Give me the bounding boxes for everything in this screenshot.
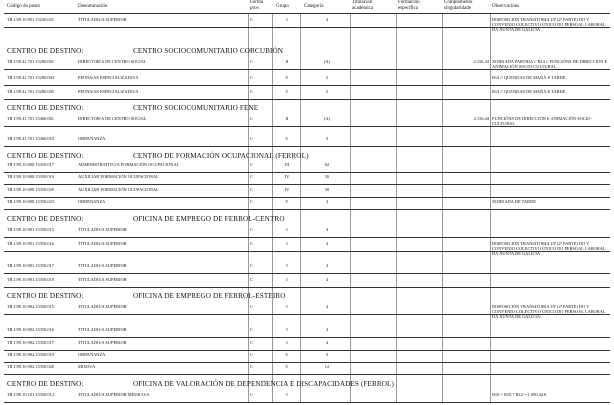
cell-grupo: V (285, 136, 289, 141)
cell-complemento: 2.156,44 (473, 116, 489, 121)
cell-denominacion: AUXILIAR FORMACIÓN OCUPACIONAL (78, 174, 159, 179)
cell-forma-prov: C (250, 136, 253, 141)
cell-observacions: B10 // B10.7 B12 = 1.090,44 €. (492, 392, 548, 397)
cell-grupo: I (286, 227, 288, 232)
column-divider (442, 14, 443, 402)
cell-denominacion: TITULADO/A SUPERIOR (78, 241, 127, 246)
cell-denominacion: TITULADO/A SUPERIOR (78, 327, 127, 332)
cell-codigo: TR.C99.10.901.15350.017 (7, 263, 54, 268)
header-titulacion: Titulación (352, 0, 373, 5)
cell-categoria: 12 (324, 364, 330, 369)
row-rule (4, 209, 610, 210)
cell-grupo: V (285, 89, 289, 94)
cell-denominacion: MOZO/A (78, 364, 96, 369)
destination-label: CENTRO DE DESTINO: (7, 380, 84, 388)
cell-forma-prov: C (250, 352, 253, 357)
destination-label: CENTRO DE DESTINO: (7, 47, 84, 55)
cell-codigo: TR.C99.10.901.15350.016 (7, 241, 54, 246)
destination-name: OFICINA DE EMPREGO DE FERROL-ESTEIRO (133, 292, 286, 300)
header-academica: académica (352, 6, 374, 11)
cell-categoria: 4 (325, 17, 329, 22)
destination-label: CENTRO DE DESTINO: (7, 152, 84, 160)
cell-observacions: XORNADA DE TARDE (492, 199, 536, 204)
cell-categoria: 4 (325, 327, 329, 332)
cell-denominacion: TITULADO/A SUPERIOR (78, 227, 127, 232)
cell-forma-prov: C (250, 392, 253, 397)
row-rule (4, 126, 610, 127)
cell-observacions: FUNCIÓNS DE DIRECCIÓN E ANIMACIÓN SOCIO-CULTURAL (492, 116, 592, 126)
header-formacion: Formación (398, 0, 420, 5)
cell-categoria: (A) (323, 59, 331, 64)
cell-codigo: TR.C99.10.902.15350.019 (7, 352, 54, 357)
cell-denominacion: TITULADO/A SUPERIOR (78, 304, 127, 309)
cell-codigo: TR.C99.41.701.15460.010 (7, 136, 54, 141)
row-rule (4, 251, 610, 252)
cell-denominacion: TITULADO/A SUPERIOR (78, 17, 127, 22)
row-rule (4, 362, 610, 363)
cell-forma-prov: C (250, 59, 253, 64)
cell-codigo: TR.C99.41.701.15280.005 (7, 89, 54, 94)
cell-codigo: TR.C99.10.901.15350.015 (7, 227, 54, 232)
cell-codigo: TR.C99.10.000.15350.020 (7, 187, 54, 192)
cell-forma-prov: C (250, 199, 253, 204)
cell-denominacion: PEONS/AS ESPECIALIZADO/A (78, 89, 139, 94)
row-rule (4, 350, 610, 351)
row-rule (4, 273, 610, 274)
cell-codigo: TR.C99.41.701.15280.004 (7, 75, 54, 80)
cell-denominacion: ORDENANZA (78, 136, 106, 141)
cell-codigo: TR.C99.10.901.15230.021 (7, 17, 54, 22)
cell-forma-prov: C (250, 75, 253, 80)
cell-codigo: TR.C99.41.701.15460.001 (7, 116, 54, 121)
cell-categoria: 2 (325, 89, 329, 94)
cell-observacions: XORNADA PARTIDA // B14 // FUNCIÓNS DE DIRECCIÓN E ANIMACIÓN SOCIO-CULTURAL (492, 59, 608, 69)
row-rule (4, 287, 610, 288)
header-complemento: Complemento (444, 0, 473, 5)
header-especifica: específica (398, 6, 418, 11)
destination-heading (7, 380, 395, 388)
header-observacions: Observacións (492, 4, 520, 9)
destination-name: OFICINA DE VALORACIÓN DE DEPENDENCIA E DISCAPACIDADES (FERROL) (133, 380, 395, 388)
cell-codigo: TR.C99.10.902.15350.016 (7, 327, 54, 332)
cell-grupo: I (286, 277, 288, 282)
cell-codigo: TR.C99.10.902.15350.015 (7, 304, 54, 309)
cell-categoria: 3 (325, 136, 329, 141)
cell-categoria: 4 (325, 241, 329, 246)
cell-denominacion: TITULADO/A SUPERIOR MÉDICO/A (78, 392, 150, 397)
row-rule (4, 374, 610, 375)
cell-denominacion: DIRECTOR/A DE CENTRO SOCIAL (78, 116, 147, 121)
row-rule (4, 146, 610, 147)
column-divider (350, 14, 351, 402)
cell-denominacion: ADMINISTRATIVO/A FORMACIÓN OCUPACIONAL (78, 162, 180, 167)
destination-name: OFICINA DE EMPREGO DE FERROL-CENTRO (133, 215, 285, 223)
cell-grupo: I (286, 392, 288, 397)
destination-heading (7, 215, 285, 223)
cell-observacions: DISPOSICIÓN TRANSITORIA 10ª (2ª PARTE) DO V CONVENIO COLECTIVO ÚNICO DO PERSOAL LABORAL DA XUNTA DE GALICIA. (492, 241, 606, 256)
cell-forma-prov: C (250, 241, 253, 246)
cell-complemento: 2.156,44 (473, 59, 489, 64)
cell-forma-prov: C (250, 304, 253, 309)
cell-forma-prov: C (250, 174, 253, 179)
row-rule (4, 337, 610, 338)
cell-forma-prov: C (250, 327, 253, 332)
destination-label: CENTRO DE DESTINO: (7, 104, 84, 112)
header-codigo: Código do posto (7, 4, 41, 9)
cell-observacions: B14 // QUENDAS DE MAÑÁ E TARDE. (492, 75, 567, 80)
cell-categoria: 30 (324, 187, 330, 192)
cell-codigo: TR.C99.10.901.15350.018 (7, 277, 54, 282)
cell-categoria: 4 (325, 227, 329, 232)
cell-forma-prov: C (250, 277, 253, 282)
cell-grupo: III (284, 162, 290, 167)
row-rule (4, 184, 610, 185)
cell-categoria: 4 (325, 277, 329, 282)
cell-grupo: I (286, 17, 288, 22)
row-rule (4, 85, 610, 86)
cell-observacions: DISPOSICIÓN TRANSITORIA 10ª (2ª PARTE) DO V CONVENIO COLECTIVO ÚNICO DO PERSOAL LABORAL DA XUNTA DE GALICIA. (492, 17, 606, 32)
cell-codigo: TR.C99.10.000.15350.023 (7, 199, 54, 204)
destination-heading (7, 104, 259, 112)
cell-categoria: 2 (325, 75, 329, 80)
destination-name: CENTRO DE FORMACIÓN OCUPACIONAL (FERROL) (133, 152, 309, 160)
cell-denominacion: ORDENANZA (78, 352, 106, 357)
destination-heading (7, 152, 309, 160)
cell-codigo: TR.C99.10.902.15350.020 (7, 364, 54, 369)
cell-denominacion: ORDENANZA (78, 199, 106, 204)
cell-forma-prov: C (250, 89, 253, 94)
cell-denominacion: PEONS/AS ESPECIALIZADO/A (78, 75, 139, 80)
header-singularidade: singularidade (444, 6, 471, 11)
header-categoria: Categoría (304, 4, 324, 9)
cell-grupo: IV (284, 174, 290, 179)
cell-denominacion: TITULADO/A SUPERIOR (78, 277, 127, 282)
header-rule (4, 13, 610, 14)
cell-categoria: 3 (325, 199, 329, 204)
table-header (0, 0, 614, 14)
cell-observacions: B14 // QUENDAS DE MAÑÁ E TARDE. (492, 89, 567, 94)
row-rule (4, 27, 610, 28)
cell-grupo: V (285, 75, 289, 80)
column-divider (396, 14, 397, 402)
destination-name: CENTRO SOCIOCOMUNITARIO CORCUBIÓN (133, 47, 284, 55)
column-divider (248, 14, 249, 402)
cell-grupo: I (286, 241, 288, 246)
row-rule (4, 69, 610, 70)
destination-label: CENTRO DE DESTINO: (7, 215, 84, 223)
destination-name: CENTRO SOCIOCOMUNITARIO FENE (133, 104, 259, 112)
cell-denominacion: TITULADO/A SUPERIOR (78, 340, 127, 345)
cell-grupo: I (286, 263, 288, 268)
cell-categoria: 4 (325, 263, 329, 268)
row-rule (4, 197, 610, 198)
row-rule (4, 314, 610, 315)
header-grupo: Grupo (276, 4, 289, 9)
cell-grupo: I (286, 327, 288, 332)
destination-label: CENTRO DE DESTINO: (7, 292, 84, 300)
cell-forma-prov: C (250, 227, 253, 232)
cell-grupo: IV (284, 187, 290, 192)
cell-codigo: TR.C99.10.000.15350.017 (7, 162, 54, 167)
column-divider (272, 14, 273, 402)
cell-forma-prov: C (250, 187, 253, 192)
cell-denominacion: DIRECTOR/A DE CENTRO SOCIAL (78, 59, 147, 64)
cell-grupo: I (286, 304, 288, 309)
cell-forma-prov: C (250, 263, 253, 268)
cell-forma-prov: C (250, 162, 253, 167)
header-forma: Forma (250, 0, 264, 5)
cell-forma-prov: C (250, 116, 253, 121)
cell-grupo: V (285, 364, 289, 369)
cell-grupo: V (285, 352, 289, 357)
cell-categoria: 62 (324, 162, 330, 167)
cell-categoria: 30 (324, 174, 330, 179)
cell-codigo: TR.C99.10.902.15350.017 (7, 340, 54, 345)
cell-categoria: 4 (325, 340, 329, 345)
cell-observacions: DISPOSICIÓN TRANSITORIA 10ª (2ª PARTE) DO V CONVENIO COLECTIVO ÚNICO DO PERSOAL LABORAL DA XUNTA DE GALICIA. (492, 304, 606, 319)
row-rule (4, 172, 610, 173)
column-divider (490, 14, 491, 402)
header-prov: prov. (250, 6, 261, 11)
header-denominacion: Denominación (78, 4, 108, 9)
cell-grupo: II (285, 59, 289, 64)
destination-heading (7, 47, 284, 55)
cell-forma-prov: C (250, 340, 253, 345)
cell-grupo: II (285, 116, 289, 121)
cell-denominacion: TITULADO/A SUPERIOR (78, 263, 127, 268)
cell-categoria: 4 (325, 304, 329, 309)
row-rule (4, 237, 610, 238)
cell-codigo: TR.C99.41.701.15280.001 (7, 59, 54, 64)
destination-heading (7, 292, 286, 300)
cell-forma-prov: C (250, 17, 253, 22)
cell-denominacion: AUXILIAR FORMACIÓN OCUPACIONAL (78, 187, 159, 192)
cell-grupo: V (285, 199, 289, 204)
column-divider (300, 14, 301, 402)
row-rule (4, 99, 610, 100)
cell-grupo: I (286, 340, 288, 345)
cell-codigo: TR.C99.10.000.15350.019 (7, 174, 54, 179)
cell-forma-prov: C (250, 364, 253, 369)
row-rule (4, 402, 610, 403)
cell-categoria: 3 (325, 352, 329, 357)
cell-codigo: TR.C99.10.101.15350.012 (7, 392, 54, 397)
cell-categoria: (A) (323, 116, 331, 121)
